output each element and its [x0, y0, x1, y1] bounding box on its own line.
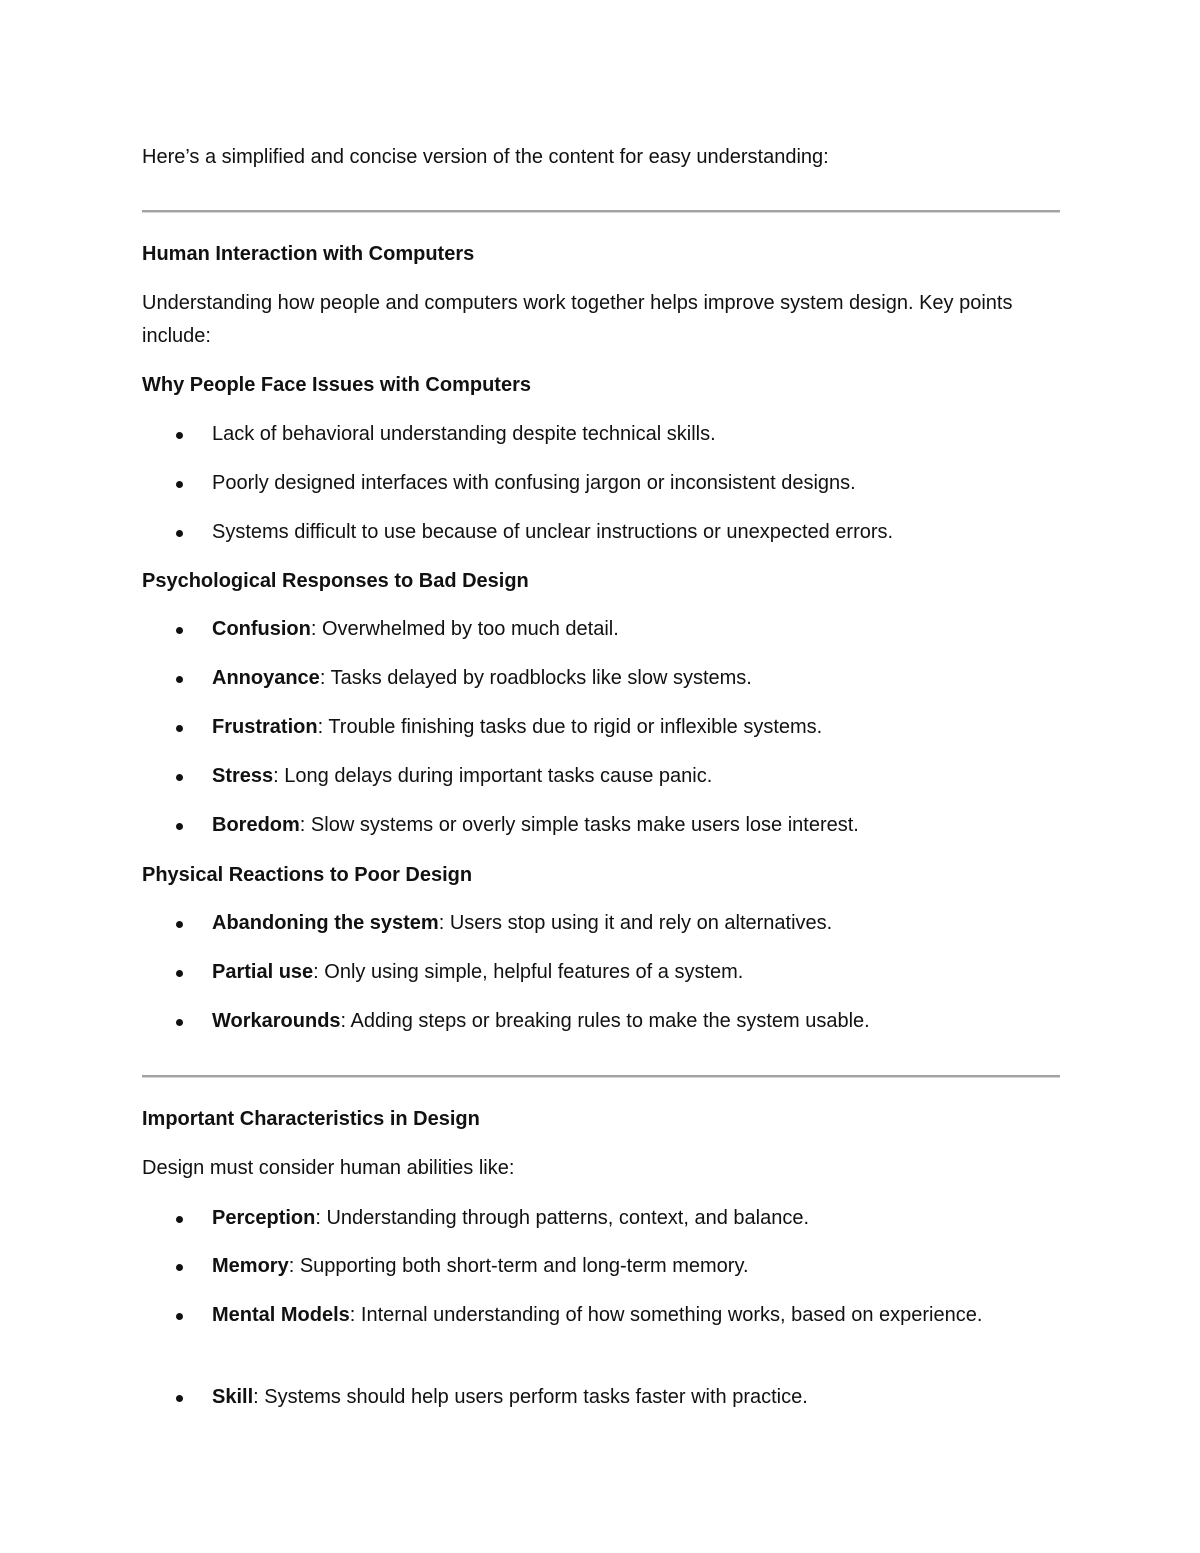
- bullet-icon: [176, 481, 183, 488]
- list-item-desc: : Users stop using it and rely on alternatives.: [438, 912, 833, 934]
- section-paragraph: Design must consider human abilities like:: [142, 1157, 515, 1179]
- list-item-term: Memory: [212, 1255, 289, 1277]
- section-heading-important-characteristics: Important Characteristics in Design: [142, 1108, 480, 1130]
- section-paragraph: Understanding how people and computers work together helps improve system design. Key points include:: [142, 292, 1013, 347]
- bullet-icon: [176, 1395, 183, 1402]
- list-item-desc: : Understanding through patterns, context, and balance.: [315, 1207, 810, 1229]
- list-item-desc: : Internal understanding of how something works, based on experience.: [349, 1304, 983, 1326]
- bullet-icon: [176, 627, 183, 634]
- list-item-desc: : Adding steps or breaking rules to make the system usable.: [340, 1010, 870, 1032]
- horizontal-rule: [142, 210, 1060, 213]
- list-item-term: Partial use: [212, 961, 314, 983]
- list-item-desc: : Overwhelmed by too much detail.: [310, 618, 619, 640]
- bullet-icon: [176, 1313, 183, 1320]
- horizontal-rule: [142, 1075, 1060, 1078]
- list-item-term: Confusion: [212, 618, 311, 640]
- bullet-icon: [176, 970, 183, 977]
- list-item-term: Skill: [212, 1386, 254, 1408]
- bullet-icon: [176, 530, 183, 537]
- subheading-why-issues: Why People Face Issues with Computers: [142, 374, 531, 396]
- bullet-icon: [176, 774, 183, 781]
- bullet-icon: [176, 1216, 183, 1223]
- bullet-icon: [176, 921, 183, 928]
- list-item-term: Abandoning the system: [212, 912, 439, 934]
- list-item-term: Stress: [212, 765, 274, 787]
- list-item-text: Systems difficult to use because of unclear instructions or unexpected errors.: [212, 521, 894, 543]
- subheading-psychological-responses: Psychological Responses to Bad Design: [142, 570, 529, 592]
- subheading-physical-reactions: Physical Reactions to Poor Design: [142, 864, 473, 886]
- list-item-desc: : Systems should help users perform tasks faster with practice.: [253, 1386, 808, 1408]
- list-item-desc: : Supporting both short-term and long-term memory.: [288, 1255, 749, 1277]
- bullet-icon: [176, 725, 183, 732]
- list-item-desc: : Long delays during important tasks cause panic.: [273, 765, 713, 787]
- list-item-desc: : Slow systems or overly simple tasks make users lose interest.: [299, 814, 859, 836]
- list-item-term: Workarounds: [212, 1010, 341, 1032]
- list-item-desc: : Tasks delayed by roadblocks like slow systems.: [319, 667, 752, 689]
- bullet-icon: [176, 432, 183, 439]
- list-item-desc: : Only using simple, helpful features of a system.: [313, 961, 744, 983]
- list-item-desc: : Trouble finishing tasks due to rigid or inflexible systems.: [317, 716, 823, 738]
- list-item-term: Annoyance: [212, 667, 320, 689]
- bullet-icon: [176, 1019, 183, 1026]
- list-item-term: Boredom: [212, 814, 300, 836]
- intro-text: Here’s a simplified and concise version of the content for easy understanding:: [142, 146, 829, 168]
- list-item-text: Poorly designed interfaces with confusing jargon or inconsistent designs.: [212, 472, 856, 494]
- list-item-term: Perception: [212, 1207, 316, 1229]
- section-heading-human-interaction: Human Interaction with Computers: [142, 243, 475, 265]
- list-item-term: Frustration: [212, 716, 318, 738]
- bullet-icon: [176, 823, 183, 830]
- bullet-icon: [176, 676, 183, 683]
- list-item-term: Mental Models: [212, 1304, 350, 1326]
- bullet-icon: [176, 1264, 183, 1271]
- list-item-text: Lack of behavioral understanding despite technical skills.: [212, 423, 716, 445]
